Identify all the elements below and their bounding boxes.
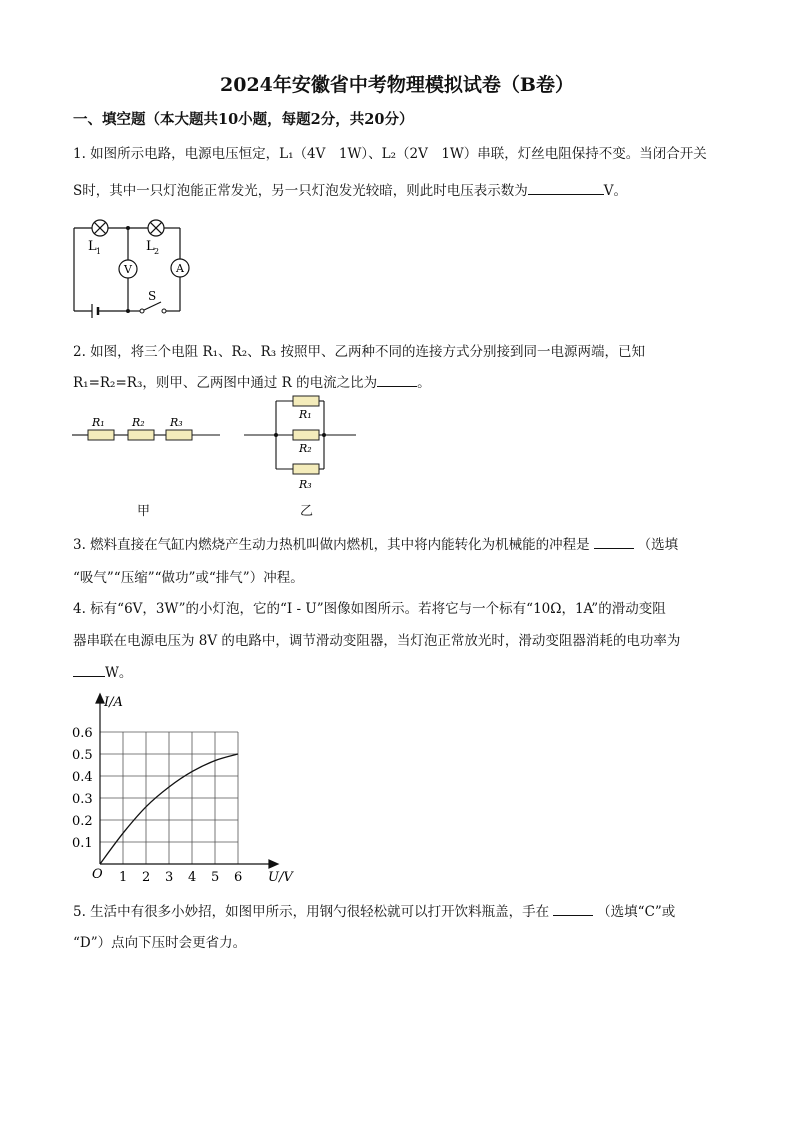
q1-line-1: 1. 如图所示电路，电源电压恒定，L₁（4V 1W）、L₂（2V 1W）串联，灯丝电阻保持不变。当闭合开关 (73, 146, 707, 162)
q2-series-diagram (70, 393, 220, 453)
q4-line-1: 4. 标有“6V，3W”的小灯泡，它的“I - U”图像如图所示。若将它与一个标有“10Ω，1A”的滑动变阻 (73, 601, 666, 617)
q2-line-2 (73, 371, 431, 391)
chart-grid (100, 732, 238, 864)
q4-text-b: W。 (105, 665, 133, 681)
q2-answer-blank[interactable] (377, 372, 417, 387)
q3-line-1 (73, 533, 678, 553)
q3-line-2: “吸气”“压缩”“做功”或“排气”）冲程。 (73, 570, 304, 586)
switch-label: S (148, 289, 157, 303)
resistor-r2 (293, 430, 319, 440)
resistor-r2 (128, 430, 154, 440)
q4-answer-blank[interactable] (73, 662, 105, 677)
y-tick-label: 0.1 (72, 836, 93, 851)
q1-text-b: 示数为 (487, 183, 528, 199)
q3-text-a: 3. 燃料直接在气缸内燃烧产生动力 (73, 537, 280, 553)
iu-chart (66, 688, 316, 888)
lamp-l2-subscript: 2 (154, 247, 160, 256)
origin-label: O (92, 867, 103, 882)
r1-label: R₁ (299, 408, 312, 421)
q2-parallel-diagram (244, 393, 360, 493)
q1-text-a: S时，其中一只灯泡能正常发光，另一只灯泡发光较暗，则此时电压表 (73, 183, 488, 199)
q3-text-c: （选填 (637, 537, 679, 553)
q4-line-3 (73, 661, 132, 681)
resistor-r1 (293, 396, 319, 406)
ammeter-label: A (176, 262, 184, 275)
x-tick-label: 1 (119, 870, 128, 885)
q5-text-b: （选填“C”或 (597, 904, 676, 920)
y-tick-label: 0.2 (72, 814, 93, 829)
lamp-l2-label: L (146, 239, 155, 254)
y-tick-label: 0.3 (72, 792, 93, 807)
label-yi: 乙 (300, 504, 314, 519)
q3-answer-blank[interactable] (594, 534, 634, 549)
q1-circuit-diagram (68, 210, 208, 318)
lamp-l1-subscript: 1 (96, 247, 102, 256)
r2-label: R₂ (132, 416, 145, 429)
lamp-l1-label: L (88, 239, 97, 254)
r3-label: R₃ (299, 478, 312, 491)
section-heading: 一、填空题（本大题共10小题，每题2分，共20分） (73, 111, 414, 128)
q4-line-2: 器串联在电源电压为 8V 的电路中，调节滑动变阻器，当灯泡正常放光时，滑动变阻器消耗的电功率为 (73, 633, 681, 649)
resistor-r1 (88, 430, 114, 440)
x-tick-label: 4 (188, 870, 197, 885)
q5-line-2: “D”）点向下压时会更省力。 (73, 935, 247, 951)
y-tick-label: 0.5 (72, 748, 93, 763)
q2-text-a: R₁=R₂=R₃，则甲、乙两图中通过 R 的电流之比为 (73, 375, 378, 391)
x-tick-label: 3 (165, 870, 174, 885)
q5-text-a: 5. 生活中有很多小妙招，如图甲所示，用钢勺很轻松就可以打开饮料瓶盖，手在 (73, 904, 550, 920)
q5-answer-blank[interactable] (553, 901, 593, 916)
x-axis-label: U/V (268, 870, 293, 885)
label-jia: 甲 (137, 504, 151, 519)
x-tick-label: 2 (142, 870, 151, 885)
x-axis-arrow (269, 860, 278, 868)
q2-text-b: 。 (417, 375, 431, 391)
y-tick-label: 0.4 (72, 770, 93, 785)
q1-answer-blank[interactable] (528, 180, 604, 195)
x-tick-label: 6 (234, 870, 243, 885)
r1-label: R₁ (92, 416, 105, 429)
y-tick-label: 0.6 (72, 726, 93, 741)
q2-line-1: 2. 如图，将三个电阻 R₁、R₂、R₃ 按照甲、乙两种不同的连接方式分别接到同一电源两端，已知 (73, 344, 645, 360)
q1-line-2 (73, 179, 627, 199)
page-title: 2024年安徽省中考物理模拟试卷（B卷） (220, 74, 574, 96)
y-axis-arrow (96, 694, 104, 703)
voltmeter-label: V (124, 263, 132, 276)
q3-text-b: 热机叫做内燃机，其中将内能转化为机械能的冲程是 (279, 537, 590, 553)
y-axis-label: I/A (104, 695, 123, 710)
r3-label: R₃ (170, 416, 183, 429)
resistor-r3 (166, 430, 192, 440)
x-tick-label: 5 (211, 870, 220, 885)
q1-text-c: V。 (603, 183, 627, 199)
q5-line-1 (73, 900, 675, 920)
r2-label: R₂ (299, 442, 312, 455)
resistor-r3 (293, 464, 319, 474)
